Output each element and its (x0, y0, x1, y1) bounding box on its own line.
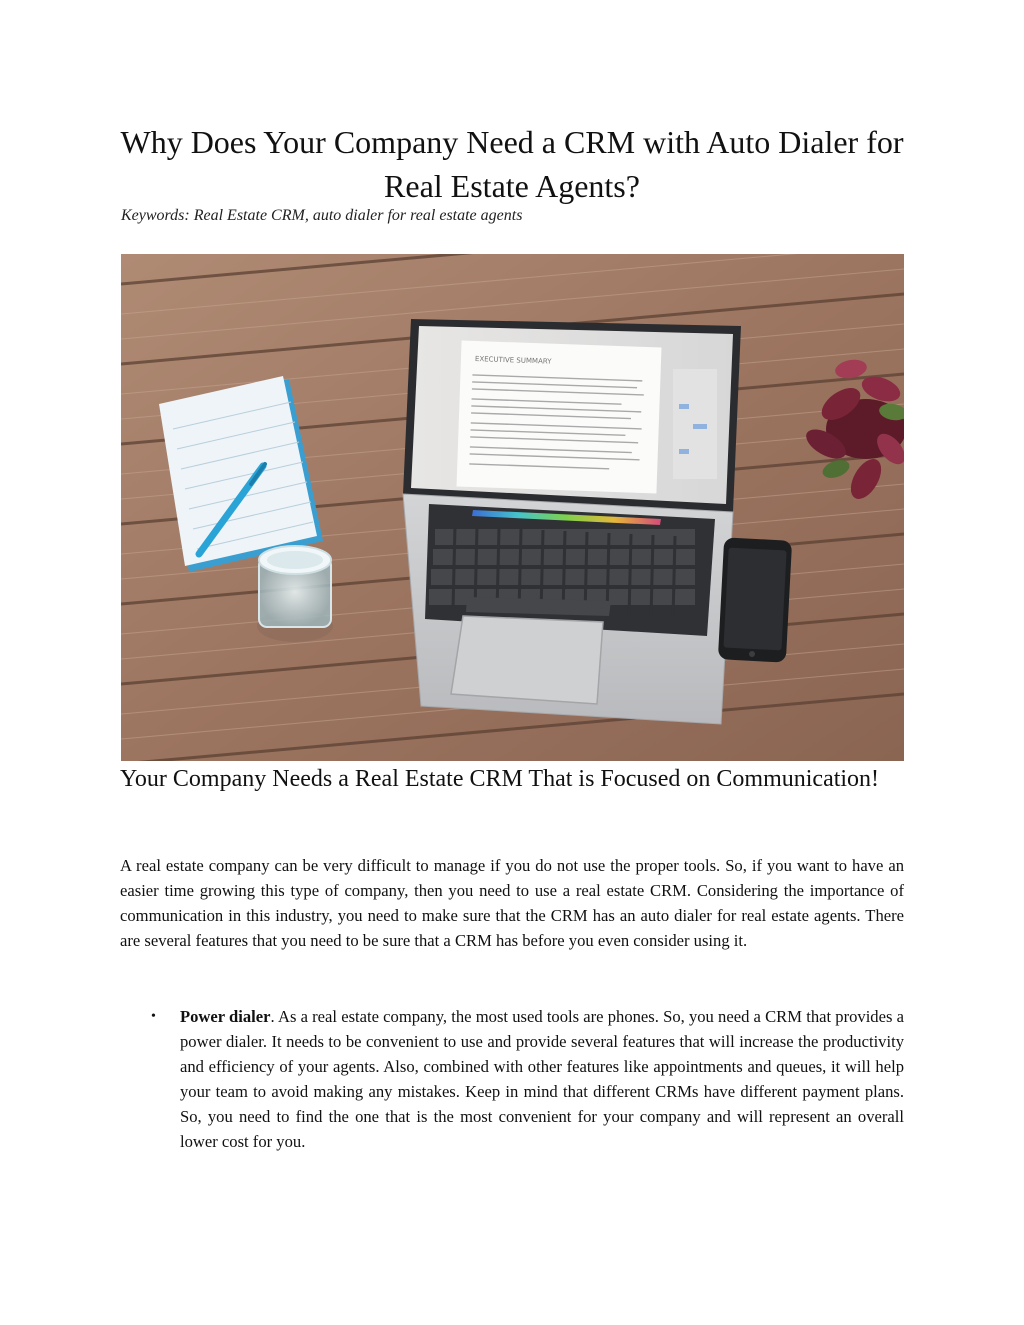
bullet-text: . As a real estate company, the most used tools are phones. So, you need a CRM that provides a power dialer. It needs to be convenient to use and provide several features that will increase the productivity and efficiency of your agents. Also, combined with other features like appointments and queues, it will help your team to avoid making any mistakes. Keep in mind that different CRMs have different payment plans. So, you need to find the one that is the most convenient for your company and will represent an overall lower cost for you. (180, 1007, 904, 1151)
laptop-desk-photo (121, 254, 904, 761)
document-title: Why Does Your Company Need a CRM with Auto Dialer for Real Estate Agents? (120, 124, 904, 204)
feature-list (120, 1004, 904, 1154)
water-glass (257, 546, 333, 642)
screen-heading: EXECUTIVE SUMMARY (474, 355, 552, 366)
photo-illustration (121, 254, 904, 761)
smartphone (718, 537, 792, 662)
laptop-body (403, 494, 733, 724)
trackpad (451, 616, 603, 704)
bullet-term: Power dialer (180, 1007, 271, 1026)
list-item (120, 1004, 904, 1154)
section-heading: Your Company Needs a Real Estate CRM That is Focused on Communication! (120, 766, 880, 792)
keywords-line: Keywords: Real Estate CRM, auto dialer for real estate agents (121, 207, 523, 224)
bullet-icon: • (151, 1009, 156, 1024)
intro-paragraph: A real estate company can be very difficult to manage if you do not use the proper tools. So, if you want to have an easier time growing this type of company, then you need to use a real estate CRM. Considering the importance of communication in this industry, you need to make sure that the CRM has an auto dialer for real estate agents. There are several features that you need to be sure that a CRM has before you even consider using it. (120, 856, 904, 950)
laptop-screen (403, 319, 741, 512)
